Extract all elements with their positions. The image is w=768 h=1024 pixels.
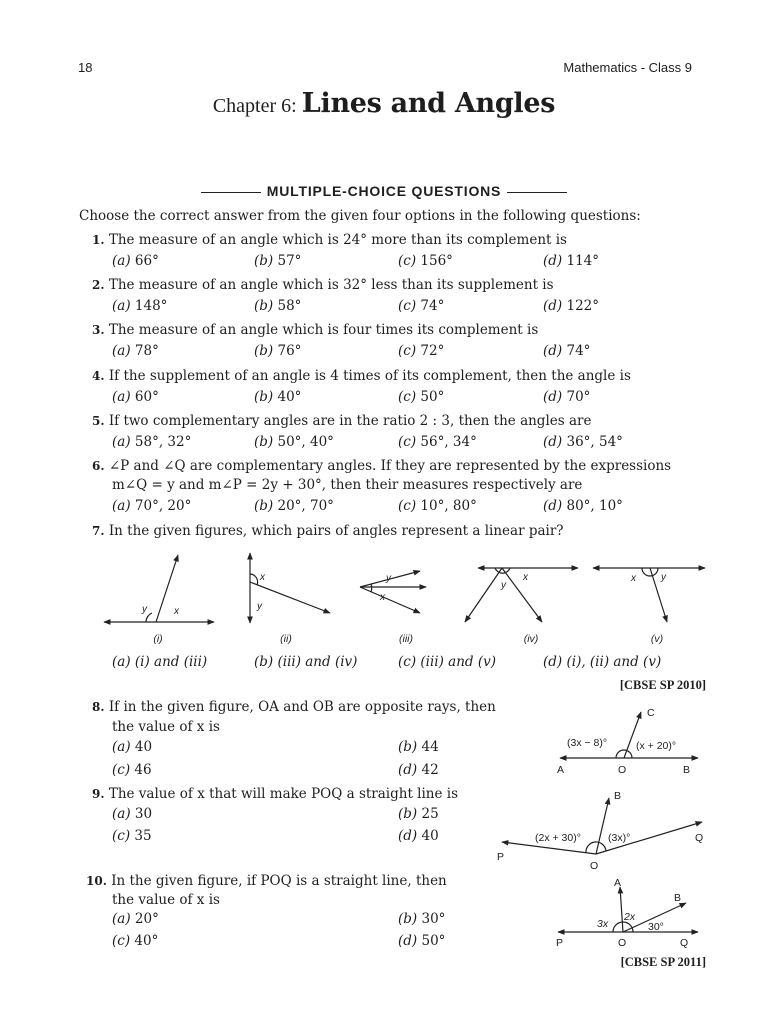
option-label: (a) [112, 911, 131, 927]
question-text: The value of x that will make POQ a straight line is [108, 786, 459, 802]
option-c[interactable] [398, 389, 444, 405]
option-value: 42 [421, 762, 439, 778]
option-label: (d) [398, 933, 418, 949]
option-value: 50° [421, 933, 446, 949]
question-6 [92, 457, 671, 475]
question-text: The measure of an angle which is 32° less than its supplement is [108, 277, 554, 293]
option-d[interactable] [398, 933, 445, 949]
figure-iv [465, 568, 578, 622]
option-value: 114° [566, 253, 600, 269]
option-label: (b) [254, 343, 274, 359]
option-label: (a) [112, 739, 131, 755]
question-number: 5. [92, 414, 105, 428]
question-5 [92, 412, 591, 430]
option-value: (iii) and (v) [420, 654, 497, 670]
option-label: (c) [112, 933, 131, 949]
q9-label-o: O [590, 860, 599, 872]
q10-angle-3x: 3x [597, 918, 609, 930]
q9-angle-left: (2x + 30)° [535, 832, 581, 844]
question-number: 1. [92, 233, 105, 247]
figure-v [593, 568, 705, 622]
fig-i-x: x [174, 606, 179, 617]
option-value: 80°, 10° [566, 498, 623, 514]
option-b[interactable] [254, 343, 301, 359]
option-value: 30 [134, 806, 153, 822]
fig-iv-y: y [501, 580, 506, 591]
option-value: 78° [134, 343, 159, 359]
option-d[interactable] [543, 298, 599, 314]
question-number: 2. [92, 278, 105, 292]
question-text: If the supplement of an angle is 4 times of its complement, then the angle is [108, 368, 631, 384]
option-label: (d) [543, 654, 563, 670]
option-label: (c) [398, 654, 417, 670]
question-text: The measure of an angle which is 24° more than its complement is [108, 232, 567, 248]
option-value: 74° [420, 298, 445, 314]
option-label: (b) [254, 654, 274, 670]
option-value: (i) and (iii) [134, 654, 208, 670]
option-c[interactable] [398, 343, 444, 359]
option-a[interactable] [112, 389, 159, 405]
option-value: 40 [421, 828, 439, 844]
option-label: (d) [543, 343, 563, 359]
option-a[interactable] [112, 911, 159, 927]
option-label: (d) [543, 498, 563, 514]
option-label: (b) [254, 498, 274, 514]
option-value: 76° [277, 343, 302, 359]
option-label: (a) [112, 806, 131, 822]
q10-label-p: P [556, 937, 564, 949]
option-label: (a) [112, 298, 131, 314]
option-c[interactable] [398, 298, 444, 314]
option-value: 10°, 80° [420, 498, 477, 514]
q10-label-b: B [674, 892, 682, 904]
option-d[interactable] [543, 434, 623, 450]
option-value: (i), (ii) and (v) [566, 654, 662, 670]
option-value: 58°, 32° [134, 434, 192, 450]
option-label: (a) [112, 253, 131, 269]
option-value: 156° [420, 253, 453, 269]
q9-label-b: B [614, 790, 622, 802]
option-c[interactable] [112, 933, 158, 949]
option-a[interactable] [112, 298, 167, 314]
question-1 [92, 231, 567, 249]
chapter-title [0, 88, 768, 119]
option-a[interactable] [112, 343, 159, 359]
option-value: 148° [134, 298, 168, 314]
option-label: (c) [398, 253, 417, 269]
fig-ii-y: y [257, 601, 262, 612]
option-d[interactable] [543, 498, 623, 514]
option-label: (c) [112, 762, 131, 778]
source-tag: [CBSE SP 2010] [619, 678, 706, 692]
option-label: (a) [112, 343, 131, 359]
option-label: (c) [398, 389, 417, 405]
option-value: 70° [566, 389, 591, 405]
q9-label-q: Q [695, 832, 704, 844]
question-10 [86, 872, 447, 890]
option-label: (c) [398, 498, 417, 514]
question-number: 8. [92, 700, 105, 714]
option-label: (d) [543, 389, 563, 405]
option-label: (a) [112, 389, 131, 405]
option-a[interactable] [112, 434, 191, 450]
fig-v-y: y [661, 572, 666, 583]
option-label: (b) [398, 911, 418, 927]
option-c[interactable] [398, 253, 453, 269]
option-value: 40° [277, 389, 302, 405]
option-c[interactable] [398, 654, 496, 670]
option-value: 46 [134, 762, 152, 778]
question-8-line-2: the value of x is [112, 719, 220, 735]
option-value: 74° [566, 343, 591, 359]
question-4 [92, 367, 631, 385]
fig-label-v: (v) [650, 633, 664, 645]
question-text: If two complementary angles are in the ratio 2 : 3, then the angles are [108, 413, 592, 429]
figure-ii [250, 553, 330, 623]
option-value: 57° [277, 253, 302, 269]
option-value: 66° [134, 253, 159, 269]
option-label: (b) [398, 806, 418, 822]
option-a[interactable] [112, 498, 191, 514]
fig-iii-x: x [380, 592, 385, 603]
question-10-line-2: the value of x is [112, 892, 220, 908]
fig-iv-x: x [523, 572, 528, 583]
question-number: 4. [92, 369, 105, 383]
option-label: (b) [254, 389, 274, 405]
option-a[interactable] [112, 739, 152, 755]
fig-label-i: (i) [153, 633, 163, 645]
option-b[interactable] [398, 911, 445, 927]
question-text: ∠P and ∠Q are complementary angles. If they are represented by the expressions [108, 458, 672, 474]
option-label: (d) [543, 434, 563, 450]
option-b[interactable] [254, 298, 301, 314]
option-label: (b) [254, 298, 274, 314]
fig-v-x: x [631, 573, 636, 584]
option-value: 35 [134, 828, 152, 844]
option-value: 70°, 20° [134, 498, 192, 514]
section-title: MULTIPLE-CHOICE QUESTIONS [266, 183, 502, 199]
option-value: 36°, 54° [566, 434, 623, 450]
figure-i [104, 555, 214, 622]
option-label: (b) [254, 434, 274, 450]
option-c[interactable] [398, 434, 477, 450]
option-b[interactable] [398, 739, 439, 755]
option-b[interactable] [254, 434, 334, 450]
option-label: (c) [398, 298, 417, 314]
question-6-line-2: m∠Q = y and m∠P = 2y + 30°, then their measures respectively are [112, 477, 583, 493]
option-d[interactable] [543, 389, 590, 405]
option-label: (b) [254, 253, 274, 269]
question-7 [92, 522, 564, 540]
question-9 [92, 785, 458, 803]
option-label: (a) [112, 654, 131, 670]
section-heading [0, 183, 768, 199]
option-value: 72° [420, 343, 445, 359]
q8-label-b: B [683, 764, 691, 776]
option-value: 25 [421, 806, 439, 822]
fig-label-iv: (iv) [523, 633, 539, 645]
option-value: 40 [134, 739, 153, 755]
option-a[interactable] [112, 253, 159, 269]
question-3 [92, 321, 538, 339]
question-2 [92, 276, 554, 294]
q10-label-q: Q [680, 937, 689, 949]
option-label: (c) [398, 343, 417, 359]
q10-label-o: O [618, 937, 627, 949]
page-number: 18 [78, 60, 93, 75]
option-value: 122° [566, 298, 600, 314]
fig-label-iii: (iii) [399, 633, 413, 645]
rule-left [201, 192, 261, 193]
option-value: 20°, 70° [277, 498, 334, 514]
option-d[interactable] [543, 253, 599, 269]
q9-figure [492, 784, 722, 874]
option-label: (c) [398, 434, 417, 450]
option-value: 40° [134, 933, 159, 949]
option-c[interactable] [398, 498, 477, 514]
chapter-name: Lines and Angles [301, 88, 556, 119]
question-number: 7. [92, 524, 105, 538]
q8-label-c: C [647, 707, 655, 719]
option-value: 30° [421, 911, 446, 927]
q8-angle-left: (3x − 8)° [567, 737, 608, 749]
option-label: (a) [112, 434, 131, 450]
q10-angle-2x: 2x [624, 911, 636, 923]
option-b[interactable] [254, 654, 357, 670]
option-d[interactable] [398, 828, 439, 844]
option-value: 50° [420, 389, 445, 405]
option-value: 60° [134, 389, 159, 405]
option-value: 56°, 34° [420, 434, 477, 450]
option-b[interactable] [254, 253, 301, 269]
question-text: The measure of an angle which is four times its complement is [108, 322, 539, 338]
q10-figure [550, 872, 710, 952]
q8-label-a: A [557, 764, 565, 776]
question-number: 9. [92, 787, 105, 801]
option-d[interactable] [543, 654, 661, 670]
option-b[interactable] [254, 498, 334, 514]
option-value: 20° [134, 911, 159, 927]
question-8 [92, 698, 496, 716]
q8-angle-right: (x + 20)° [636, 740, 677, 752]
option-value: 44 [421, 739, 439, 755]
fig-i-y: y [142, 604, 147, 615]
option-a[interactable] [112, 806, 152, 822]
option-label: (d) [398, 828, 418, 844]
option-value: 50°, 40° [277, 434, 334, 450]
q9-angle-right: (3x)° [608, 832, 631, 844]
option-label: (c) [112, 828, 131, 844]
q10-angle-30: 30° [648, 921, 664, 933]
figure-iii [360, 571, 426, 613]
option-b[interactable] [398, 806, 439, 822]
linear-pair-figures [90, 545, 720, 650]
source-tag: [CBSE SP 2011] [620, 955, 706, 969]
option-c[interactable] [112, 828, 152, 844]
question-text: If in the given figure, OA and OB are opposite rays, then [108, 699, 496, 715]
question-text: In the given figures, which pairs of angles represent a linear pair? [108, 523, 564, 539]
fig-label-ii: (ii) [280, 633, 292, 645]
chapter-prefix: Chapter 6: [212, 95, 297, 117]
option-d[interactable] [543, 343, 590, 359]
option-label: (d) [398, 762, 418, 778]
book-title: Mathematics - Class 9 [563, 60, 692, 75]
option-value: 58° [277, 298, 302, 314]
question-number: 3. [92, 323, 105, 337]
instructions: Choose the correct answer from the given four options in the following questions: [79, 208, 641, 224]
rule-right [507, 192, 567, 193]
option-label: (a) [112, 498, 131, 514]
option-label: (d) [543, 253, 563, 269]
option-label: (b) [398, 739, 418, 755]
fig-iii-y: y [386, 573, 391, 584]
q10-label-a: A [614, 877, 622, 889]
option-c[interactable] [112, 762, 152, 778]
q9-label-p: P [497, 851, 505, 863]
question-text: In the given figure, if POQ is a straight line, then [111, 873, 447, 889]
q8-figure [548, 702, 718, 778]
question-number: 6. [92, 459, 105, 473]
option-label: (d) [543, 298, 563, 314]
option-d[interactable] [398, 762, 439, 778]
option-a[interactable] [112, 654, 207, 670]
question-number: 10. [86, 874, 107, 888]
q8-label-o: O [618, 764, 627, 776]
option-b[interactable] [254, 389, 301, 405]
option-value: (iii) and (iv) [277, 654, 358, 670]
fig-ii-x: x [260, 572, 265, 583]
